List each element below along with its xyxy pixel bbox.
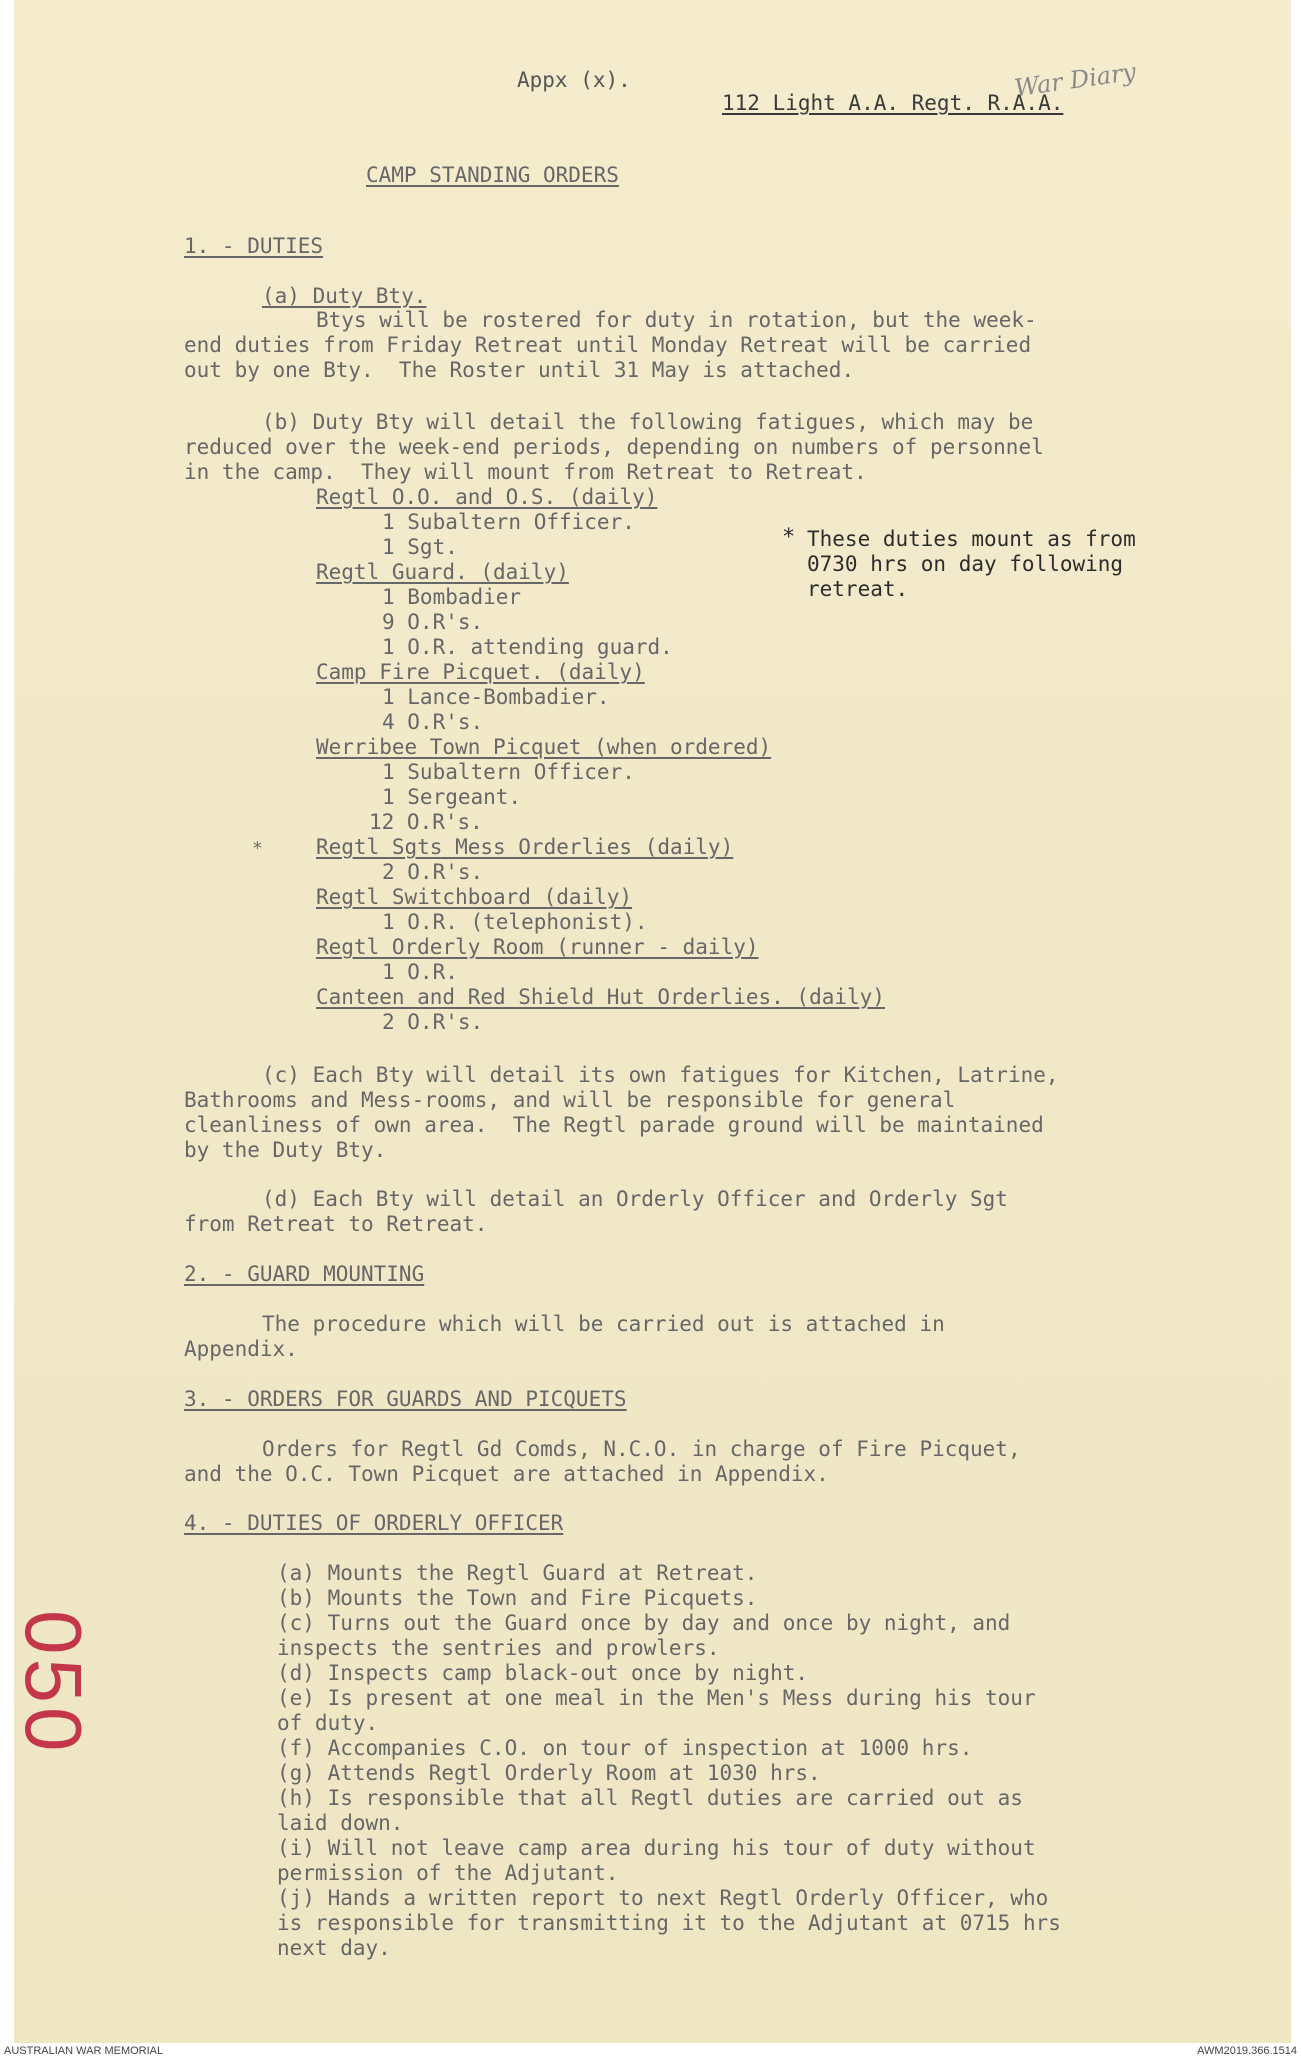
section-1d-line: (d) Each Bty will detail an Orderly Officer and Orderly Sgt — [262, 1187, 1008, 1211]
side-note-line: These duties mount as from — [807, 527, 1136, 551]
duty-title: Regtl Guard. (daily) — [316, 560, 569, 584]
section-2-heading: 2. - GUARD MOUNTING — [184, 1262, 425, 1286]
section-1d-line: from Retreat to Retreat. — [184, 1212, 488, 1236]
margin-asterisk: * — [252, 838, 263, 859]
section-4-line: (a) Mounts the Regtl Guard at Retreat. — [277, 1561, 758, 1585]
folio-stamp: 050 — [9, 1610, 98, 1756]
duty-item: 1 Sgt. — [382, 535, 458, 559]
section-4-line: (i) Will not leave camp area during his tour of duty without — [277, 1836, 1036, 1860]
section-4-line: (h) Is responsible that all Regtl duties are carried out as — [277, 1786, 1023, 1810]
duty-item: 1 O.R. (telephonist). — [382, 910, 648, 934]
note-asterisk: * — [782, 525, 796, 550]
section-4-line: of duty. — [277, 1711, 379, 1735]
section-4-heading: 4. - DUTIES OF ORDERLY OFFICER — [184, 1511, 564, 1535]
duty-item: 4 O.R's. — [382, 710, 484, 734]
section-1c-line: by the Duty Bty. — [184, 1138, 387, 1162]
section-4-line: next day. — [277, 1936, 391, 1960]
duty-item: 2 O.R's. — [382, 1010, 484, 1034]
section-4-line: (f) Accompanies C.O. on tour of inspection at 1000 hrs. — [277, 1736, 973, 1760]
section-4-line: inspects the sentries and prowlers. — [277, 1636, 720, 1660]
section-3-line: Orders for Regtl Gd Comds, N.C.O. in charge of Fire Picquet, — [262, 1437, 1021, 1461]
duty-title: Canteen and Red Shield Hut Orderlies. (daily) — [316, 985, 885, 1009]
duty-item: 1 O.R. — [382, 960, 458, 984]
section-4-line: laid down. — [277, 1811, 404, 1835]
duty-title: Camp Fire Picquet. (daily) — [316, 660, 645, 684]
section-2-line: Appendix. — [184, 1337, 298, 1361]
handwritten-note: War Diary — [1012, 57, 1138, 103]
section-4-line: (e) Is present at one meal in the Men's Mess during his tour — [277, 1686, 1036, 1710]
unit-title: 112 Light A.A. Regt. R.A.A. — [722, 91, 1064, 115]
duty-item: 1 Sergeant. — [382, 785, 522, 809]
footer-bar — [0, 2043, 1301, 2061]
section-3-heading: 3. - ORDERS FOR GUARDS AND PICQUETS — [184, 1387, 627, 1411]
document-page — [9, 0, 1291, 2043]
section-1a-line: out by one Bty. The Roster until 31 May is attached. — [184, 358, 855, 382]
page-title: CAMP STANDING ORDERS — [366, 163, 619, 187]
duty-item: 1 O.R. attending guard. — [382, 635, 673, 659]
duty-item: 2 O.R's. — [382, 860, 484, 884]
section-4-line: is responsible for transmitting it to the Adjutant at 0715 hrs — [277, 1911, 1061, 1935]
footer-right: AWM2019.366.1514 — [1197, 2045, 1297, 2057]
duty-item: 12 O.R's. — [369, 810, 483, 834]
duty-item: 9 O.R's. — [382, 610, 484, 634]
section-4-line: permission of the Adjutant. — [277, 1861, 619, 1885]
duty-item: 1 Lance-Bombadier. — [382, 685, 610, 709]
section-2-line: The procedure which will be carried out is attached in — [262, 1312, 945, 1336]
footer-left: AUSTRALIAN WAR MEMORIAL — [4, 2045, 164, 2057]
section-1-heading: 1. - DUTIES — [184, 234, 324, 258]
section-1c-line: cleanliness of own area. The Regtl parade ground will be maintained — [184, 1113, 1044, 1137]
side-note-line: 0730 hrs on day following — [807, 552, 1124, 576]
section-4-line: (d) Inspects camp black-out once by night. — [277, 1661, 809, 1685]
duty-item: 1 Subaltern Officer. — [382, 760, 635, 784]
section-4-line: (g) Attends Regtl Orderly Room at 1030 hrs. — [277, 1761, 821, 1785]
duty-title: Regtl Sgts Mess Orderlies (daily) — [316, 835, 734, 859]
duty-title: Regtl Switchboard (daily) — [316, 885, 633, 909]
section-4-line: (c) Turns out the Guard once by day and once by night, and — [277, 1611, 1011, 1635]
section-4-line: (b) Mounts the Town and Fire Picquets. — [277, 1586, 758, 1610]
side-note — [807, 527, 1136, 602]
section-3-line: and the O.C. Town Picquet are attached in Appendix. — [184, 1462, 829, 1486]
duty-title: Regtl O.O. and O.S. (daily) — [316, 485, 658, 509]
section-1b-line: (b) Duty Bty will detail the following fatigues, which may be — [262, 410, 1034, 434]
section-1b-line: reduced over the week-end periods, depending on numbers of personnel — [184, 435, 1044, 459]
duty-title: Regtl Orderly Room (runner - daily) — [316, 935, 759, 959]
section-1c-line: (c) Each Bty will detail its own fatigues for Kitchen, Latrine, — [262, 1063, 1059, 1087]
section-1a-heading: (a) Duty Bty. — [262, 284, 427, 308]
section-1c-line: Bathrooms and Mess-rooms, and will be responsible for general — [184, 1088, 956, 1112]
appendix-ref: Appx (x). — [517, 68, 631, 92]
section-4-line: (j) Hands a written report to next Regtl Orderly Officer, who — [277, 1886, 1049, 1910]
section-1a-line: Btys will be rostered for duty in rotation, but the week- — [316, 308, 1037, 332]
duty-item: 1 Bombadier — [382, 585, 522, 609]
section-1b-line: in the camp. They will mount from Retreat to Retreat. — [184, 460, 867, 484]
duty-title: Werribee Town Picquet (when ordered) — [316, 735, 772, 759]
side-note-line: retreat. — [807, 577, 909, 601]
duty-item: 1 Subaltern Officer. — [382, 510, 635, 534]
section-1a-line: end duties from Friday Retreat until Monday Retreat will be carried — [184, 333, 1032, 357]
